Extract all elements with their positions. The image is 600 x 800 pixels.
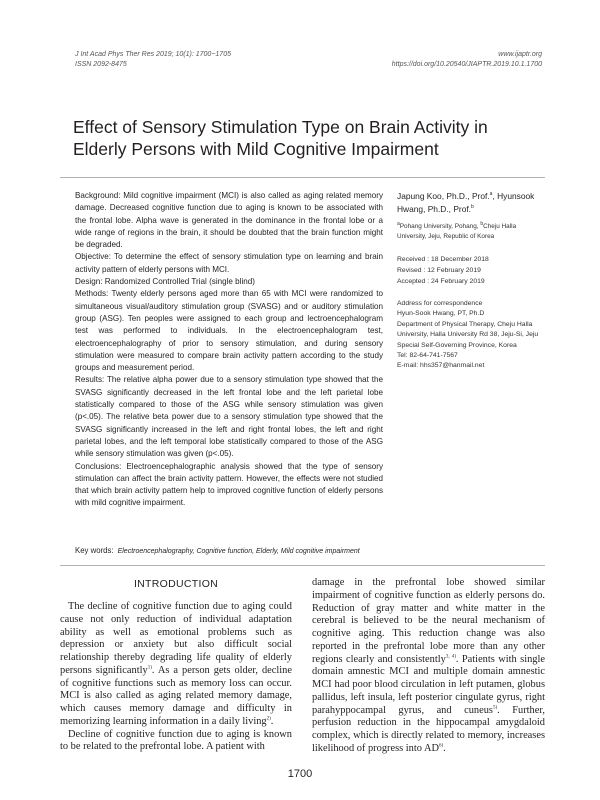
citation-ref: 3, 4): [445, 654, 456, 660]
running-header-left: [75, 50, 231, 70]
results-label: Results:: [75, 375, 105, 385]
keywords-text: Electroencephalography, Cognitive function, Elderly, Mild cognitive impairment: [117, 548, 360, 555]
design-text: Randomized Controlled Trial (single blind): [102, 277, 255, 287]
intro-p1-text-c: .: [270, 715, 274, 727]
affil-b-mark: b: [480, 220, 484, 227]
abstract-objective: [75, 251, 383, 276]
intro-p1-text-a: The decline of cognitive function due to aging could cause not only reduction of individual adaptation ability as well as emotional problems such as depression or anxiety but also difficult social relationship thereby degrading life quality of elderly persons significantly: [60, 601, 292, 676]
doi-link: https://doi.org/10.20540/JIAPTR.2019.10.1.1700: [391, 61, 542, 68]
abstract-background: [75, 190, 383, 251]
author-2: , Hyunsook Hwang, Ph.D., Prof.: [397, 191, 535, 214]
keywords: [75, 545, 545, 557]
citation-ref: 5): [492, 705, 498, 711]
author-2-affil-mark: b: [471, 203, 474, 210]
title-line-1: Effect of Sensory Stimulation Type on Brain Activity in: [73, 117, 488, 137]
correspondence-address: Department of Physical Therapy, Cheju Halla University, Halla University Rd 38, Jeju-Si, Jeju Special Self-Governing Province, Korea: [397, 320, 539, 349]
abstract: [75, 190, 383, 510]
divider-top: [60, 177, 545, 178]
results-text: The relative alpha power due to a sensory stimulation type showed that the SVASG significantly decreased in the left frontal lobe and the left parietal lobe statistically compared to those of the ASG while sensory stimulation was given (p<.05). The relative beta power due to a sensory stimulation type showed that the SVASG significantly increased in the left and right frontal lobes, the left and right parietal lobes, and the left temporal lobe statistically compared to those of the ASG while sensory stimulation was given (p<.05).: [75, 375, 383, 459]
title-line-2: Elderly Persons with Mild Cognitive Impairment: [73, 139, 439, 159]
running-header-right: [392, 50, 542, 70]
body-column-left: [60, 601, 292, 754]
methods-text: Twenty elderly persons aged more than 65 with MCI were randomized to simultaneous visual/auditory stimulation group (SVASG) and or auditory stimulation group (ASG). Ten peoples were assigned to each group and lectroencephalogram test was performed to individuals. In the electroencephalogram test, electroencephalography of prior to sensory stimulation, and during sensory stimulation were measured to compare brain activity pattern according to the study groups and measurement period.: [75, 289, 383, 373]
affil-a-mark: a: [397, 220, 400, 227]
accepted-date: Accepted : 24 February 2019: [397, 278, 485, 285]
objective-text: To determine the effect of sensory stimulation type on learning and brain activity pattern of elderly persons with MCI.: [75, 252, 383, 274]
methods-label: Methods:: [75, 289, 109, 299]
page-number: 1700: [287, 768, 313, 780]
author-1: Japung Koo, Ph.D., Prof.: [397, 191, 490, 201]
correspondence-name: Hyun-Sook Hwang, PT, Ph.D: [397, 310, 485, 318]
affiliation-b: Cheju Halla University, Jeju, Republic of Korea: [397, 223, 517, 240]
background-text: Mild cognitive impairment (MCI) is also called as aging related memory damage. Decreased cognitive function due to aging is known to be associated with the frontal lobe. Alpha wave is generated in the dominance in the frontal lobe or a wide range of regions in the brain, it should be doubted that the brain function might be degraded.: [75, 191, 383, 250]
keywords-label: Key words:: [75, 546, 114, 555]
abstract-methods: [75, 288, 383, 374]
correspondence-label: Address for correspondence: [397, 300, 483, 307]
intro-r-text-2: . Patients with single domain amnestic MCI and multiple domain amnestic MCI had poor blood circulation in left putamen, globus pallidus, left insula, left posterior cingulate gyrus, right parahyppocampal gyrus, and cuneus: [312, 653, 545, 716]
article-title: [73, 116, 543, 160]
section-heading-introduction: INTRODUCTION: [133, 578, 219, 590]
citation-ref: 2): [266, 716, 271, 722]
affiliation-a: Pohang University, Pohang,: [399, 223, 481, 230]
intro-p1-text-b: . As a person gets older, decline of cognitive functions such as memory loss can occur. MCI is also called as aging related memory damage, which causes memory damage and difficulty in memorizing learning information in a daily living: [60, 664, 292, 727]
author-1-affil-mark: a: [489, 191, 493, 198]
objective-label: Objective:: [75, 252, 111, 262]
conclusions-label: Conclusions:: [75, 461, 122, 471]
intro-r-text-3: . Further, perfusion reduction in the hippocampal amygdaloid complex, which is directly related to memory, increases likelihood of progress into AD: [312, 704, 545, 754]
citation-ref: 1): [147, 665, 152, 671]
abstract-conclusions: [75, 461, 383, 510]
divider-middle: [60, 565, 545, 566]
abstract-design: [75, 276, 383, 288]
affiliations: [397, 222, 545, 242]
body-column-right: [312, 577, 545, 756]
correspondence: [397, 299, 545, 372]
intro-r-text-1: damage in the prefrontal lobe showed similar impairment of cognitive function as elderly persons do. Reduction of gray matter and white matter in the cerebral is believed to be the neural mechanism of cognitive aging. This reduction change was also reported in the prefrontal lobe more than any other regions clearly and consistently: [312, 577, 545, 665]
journal-citation: J Int Acad Phys Ther Res 2019; 10(1): 1700~1705: [75, 51, 231, 58]
intro-paragraph-2-cont: [312, 577, 545, 756]
intro-paragraph-1: [60, 601, 292, 729]
conclusions-text: Electroencephalographic analysis showed that the type of sensory stimulation can affect the brain activity pattern. However, the effects were not studied that which brain activity pattern help to improved cognitive function of elderly persons with mild cognitive impairment.: [75, 461, 383, 508]
intro-paragraph-2: Decline of cognitive function due to aging is known to be related to the prefrontal lobe. A patient with: [60, 728, 292, 753]
article-info-sidebar: [397, 190, 545, 372]
intro-r-text-4: .: [443, 742, 446, 754]
article-dates: [397, 254, 545, 287]
background-label: Background:: [75, 191, 121, 200]
received-date: Received : 18 December 2018: [397, 256, 489, 263]
abstract-results: [75, 374, 383, 460]
correspondence-tel: Tel: 82-64-741-7567: [397, 352, 458, 360]
author-list: [397, 190, 545, 215]
correspondence-email: E-mail: hhs357@hanmail.net: [397, 362, 485, 370]
issn: ISSN 2092-8475: [75, 61, 127, 68]
revised-date: Revised : 12 February 2019: [397, 267, 481, 274]
design-label: Design:: [75, 277, 103, 287]
citation-ref: 6): [439, 743, 444, 749]
journal-website: www.ijaptr.org: [498, 51, 542, 58]
